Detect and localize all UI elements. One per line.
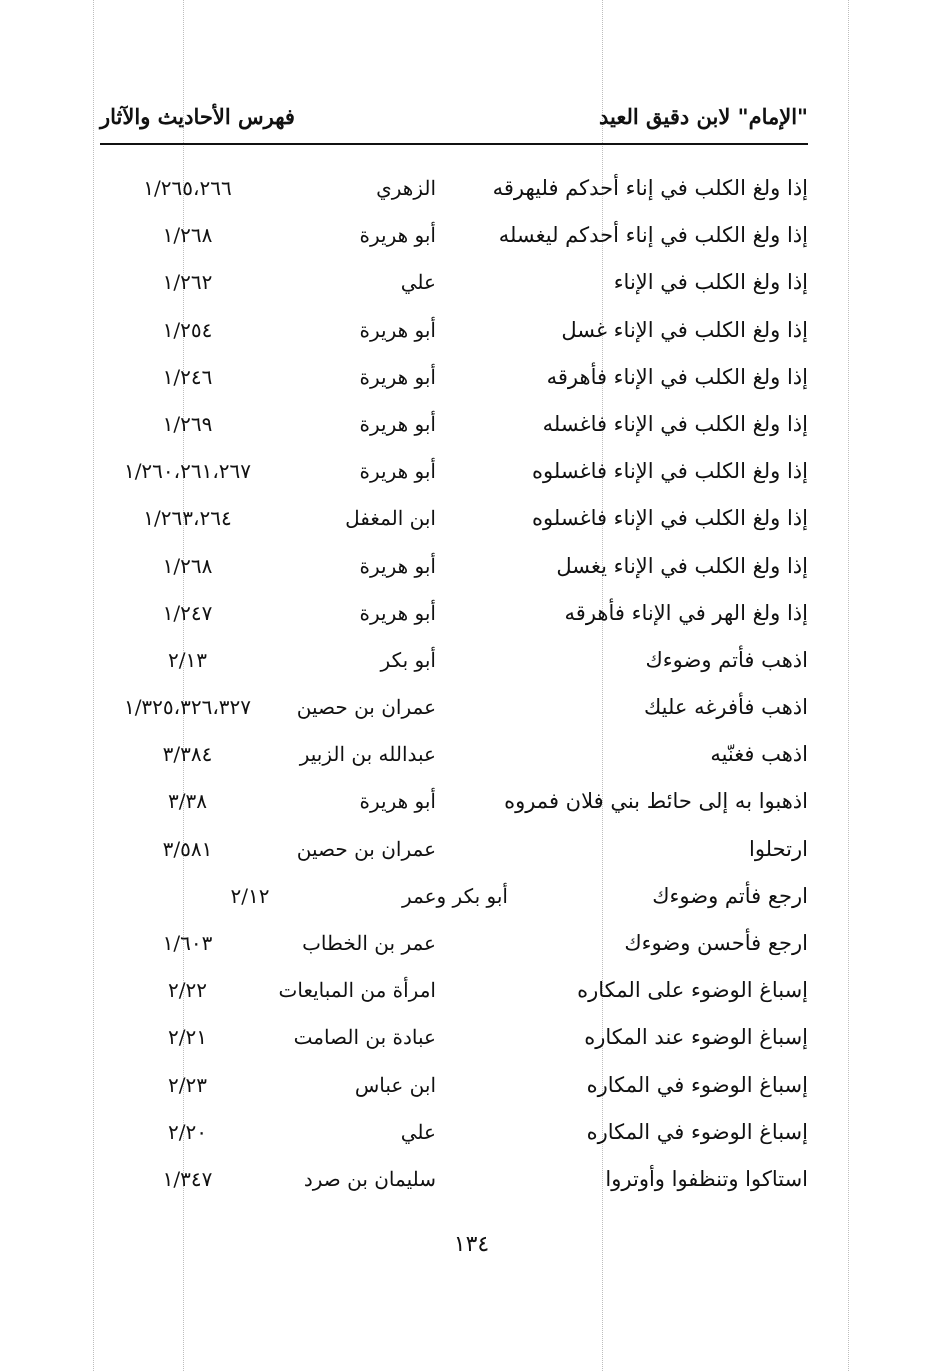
volume-page-reference: ٢/٢٣ bbox=[168, 1072, 207, 1097]
index-entry bbox=[100, 408, 808, 455]
narrator: عبادة بن الصامت bbox=[293, 1025, 436, 1050]
volume-page-reference: ١/٢٦٩ bbox=[162, 411, 213, 436]
index-entry bbox=[100, 974, 808, 1021]
index-entry bbox=[100, 1069, 808, 1116]
hadith-phrase: استاكوا وتنظفوا وأوتروا bbox=[605, 1166, 808, 1191]
volume-page-reference: ١/٢٦٨ bbox=[162, 223, 213, 248]
narrator: عمران بن حصين bbox=[296, 695, 436, 720]
narrator: أبو هريرة bbox=[359, 411, 436, 436]
volume-page-reference: ٢/١٢ bbox=[230, 883, 270, 908]
narrator: أبو هريرة bbox=[359, 789, 436, 814]
narrator: سليمان بن صرد bbox=[303, 1166, 436, 1191]
narrator: علي bbox=[400, 1119, 436, 1144]
volume-page-reference: ٣/٣٨ bbox=[168, 789, 207, 814]
hadith-phrase: ارجع فأتم وضوءك bbox=[652, 883, 808, 908]
hadith-phrase: اذهب فأتم وضوءك bbox=[645, 647, 808, 672]
volume-page-reference: ٢/٢٢ bbox=[168, 978, 207, 1003]
narrator: أبو بكر bbox=[380, 647, 436, 672]
hadith-phrase: إذا ولغ الكلب في الإناء فاغسله bbox=[542, 411, 808, 436]
volume-page-reference: ٢/٢١ bbox=[168, 1025, 207, 1050]
hadith-phrase: إذا ولغ الهر في الإناء فأهرقه bbox=[564, 600, 808, 625]
hadith-phrase: ارجع فأحسن وضوءك bbox=[624, 931, 808, 955]
narrator: عمر بن الخطاب bbox=[302, 931, 436, 955]
volume-page-reference: ١/٢٦٣،٢٦٤ bbox=[143, 506, 232, 531]
scan-guide-line bbox=[848, 0, 849, 1371]
index-entry bbox=[100, 219, 808, 266]
volume-page-reference: ١/٢٤٧ bbox=[162, 600, 213, 625]
hadith-phrase: إسباغ الوضوء في المكاره bbox=[586, 1072, 808, 1097]
hadith-phrase: ارتحلوا bbox=[748, 836, 808, 861]
narrator: أبو هريرة bbox=[359, 317, 436, 342]
volume-page-reference: ١/٢٦٢ bbox=[162, 270, 213, 295]
index-entry bbox=[100, 266, 808, 313]
index-entry bbox=[100, 1163, 808, 1210]
hadith-phrase: إذا ولغ الكلب في الإناء bbox=[613, 270, 808, 295]
index-entry bbox=[100, 172, 808, 219]
hadith-phrase: إذا ولغ الكلب في الإناء فأهرقه bbox=[546, 364, 808, 389]
narrator: أبو بكر وعمر bbox=[401, 883, 508, 908]
volume-page-reference: ١/٢٦٥،٢٦٦ bbox=[143, 176, 232, 200]
index-entry bbox=[100, 785, 808, 832]
narrator: أبو هريرة bbox=[359, 553, 436, 578]
narrator: ابن عباس bbox=[354, 1072, 436, 1097]
hadith-phrase: اذهب فأفرغه عليك bbox=[643, 695, 808, 720]
index-entry bbox=[100, 314, 808, 361]
hadith-phrase: إذا ولغ الكلب في الإناء فاغسلوه bbox=[532, 459, 808, 484]
volume-page-reference: ١/٢٤٦ bbox=[162, 364, 213, 389]
index-entry bbox=[100, 880, 808, 927]
index-entry bbox=[100, 644, 808, 691]
hadith-phrase: إسباغ الوضوء في المكاره bbox=[586, 1119, 808, 1144]
volume-page-reference: ١/٢٦٨ bbox=[162, 553, 213, 578]
narrator: الزهري bbox=[376, 176, 436, 200]
hadith-phrase: إذا ولغ الكلب في إناء أحدكم فليهرقه bbox=[492, 176, 808, 200]
narrator: أبو هريرة bbox=[359, 600, 436, 625]
volume-page-reference: ١/٢٥٤ bbox=[162, 317, 213, 342]
volume-page-reference: ٢/١٣ bbox=[168, 647, 207, 672]
hadith-phrase: إذا ولغ الكلب في إناء أحدكم ليغسله bbox=[498, 223, 808, 248]
index-entry bbox=[100, 927, 808, 974]
hadith-phrase: إذا ولغ الكلب في الإناء فاغسلوه bbox=[532, 506, 808, 531]
hadith-phrase: إذا ولغ الكلب في الإناء غسل bbox=[561, 317, 808, 342]
book-title: "الإمام" لابن دقيق العيد bbox=[598, 104, 808, 129]
narrator: علي bbox=[400, 270, 436, 295]
index-entry bbox=[100, 833, 808, 880]
narrator: عمران بن حصين bbox=[296, 836, 436, 861]
index-entry bbox=[100, 1116, 808, 1163]
narrator: أبو هريرة bbox=[359, 223, 436, 248]
scan-guide-line bbox=[93, 0, 94, 1371]
index-entry bbox=[100, 550, 808, 597]
index-entry bbox=[100, 455, 808, 502]
narrator: أبو هريرة bbox=[359, 459, 436, 484]
narrator: عبدالله بن الزبير bbox=[299, 742, 436, 767]
index-entry bbox=[100, 738, 808, 785]
index-entry bbox=[100, 691, 808, 738]
hadith-phrase: إذا ولغ الكلب في الإناء يغسل bbox=[556, 553, 808, 578]
hadith-phrase: إسباغ الوضوء عند المكاره bbox=[584, 1025, 808, 1050]
volume-page-reference: ٢/٢٠ bbox=[168, 1119, 207, 1144]
volume-page-reference: ١/٣٢٥،٣٢٦،٣٢٧ bbox=[123, 695, 252, 720]
index-title: فهرس الأحاديث والآثار bbox=[100, 104, 295, 129]
header-rule bbox=[100, 143, 808, 145]
index-entry bbox=[100, 1021, 808, 1068]
hadith-phrase: اذهبوا به إلى حائط بني فلان فمروه bbox=[504, 789, 808, 814]
page-number: ١٣٤ bbox=[453, 1232, 490, 1257]
narrator: امرأة من المبايعات bbox=[278, 978, 436, 1003]
hadith-phrase: اذهب فغنّيه bbox=[710, 742, 808, 767]
index-entry bbox=[100, 361, 808, 408]
page-header bbox=[100, 100, 808, 140]
volume-page-reference: ٣/٥٨١ bbox=[162, 836, 213, 861]
volume-page-reference: ١/٣٤٧ bbox=[162, 1166, 213, 1191]
index-entry bbox=[100, 597, 808, 644]
narrator: أبو هريرة bbox=[359, 364, 436, 389]
volume-page-reference: ١/٦٠٣ bbox=[162, 931, 213, 955]
narrator: ابن المغفل bbox=[345, 506, 436, 531]
volume-page-reference: ٣/٣٨٤ bbox=[162, 742, 213, 767]
hadith-index-list bbox=[100, 172, 808, 1210]
hadith-phrase: إسباغ الوضوء على المكاره bbox=[577, 978, 808, 1003]
index-entry bbox=[100, 502, 808, 549]
volume-page-reference: ١/٢٦٠،٢٦١،٢٦٧ bbox=[123, 459, 252, 484]
